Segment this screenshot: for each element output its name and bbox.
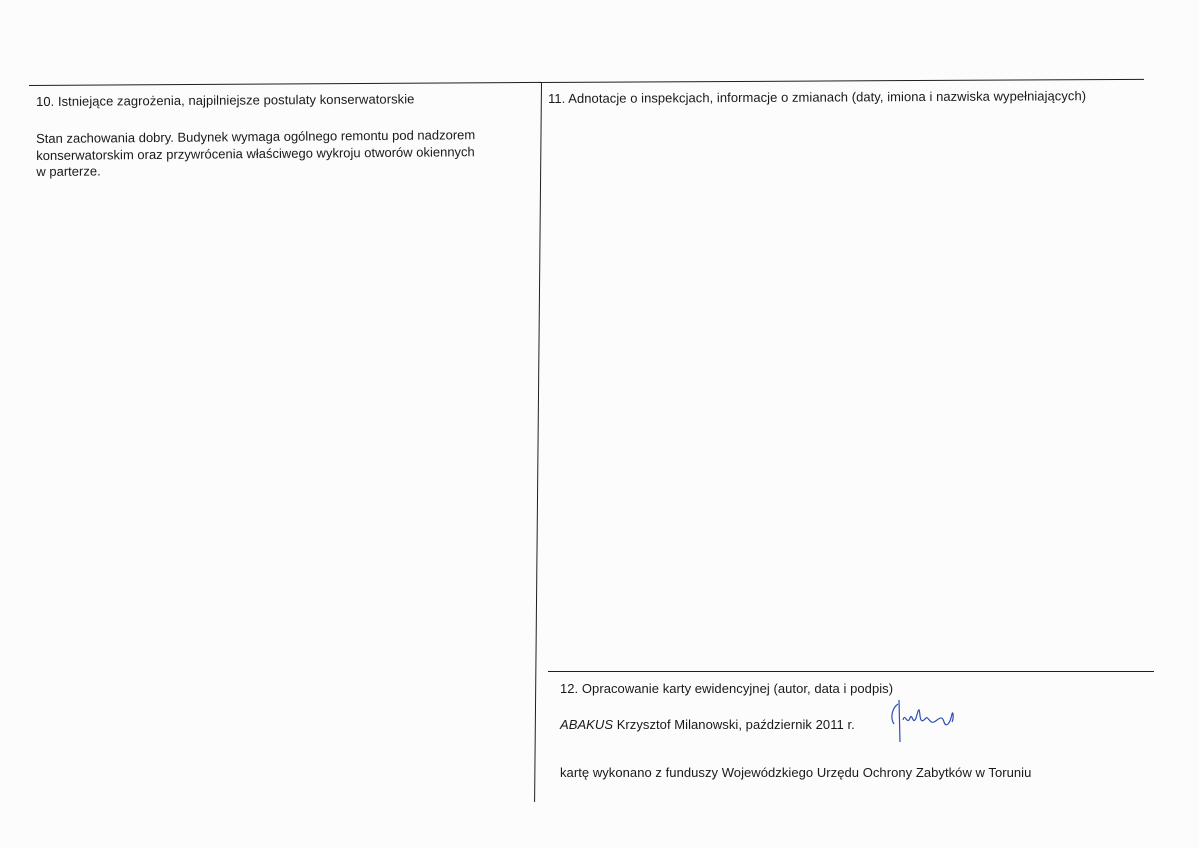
column-divider xyxy=(534,82,542,802)
section10-body-line-1: Stan zachowania dobry. Budynek wymaga ogólnego remontu pod nadzorem xyxy=(36,127,476,146)
section10-body xyxy=(36,127,526,181)
section12-heading: 12. Opracowanie karty ewidencyjnej (autor, data i podpis) xyxy=(560,681,894,696)
top-border-line-right xyxy=(538,79,1144,83)
funding-note: kartę wykonano z funduszy Wojewódzkiego Urzędu Ochrony Zabytków w Toruniu xyxy=(560,765,1032,780)
top-border-line xyxy=(29,82,541,86)
author-details: Krzysztof Milanowski, październik 2011 r. xyxy=(613,717,855,732)
section11-heading: 11. Adnotacje o inspekcjach, informacje o zmianach (daty, imiona i nazwiska wypełniających) xyxy=(548,88,1087,106)
handwritten-signature xyxy=(886,694,966,744)
section10-body-line-2: konserwatorskim oraz przywrócenia właściwego wykroju otworów okiennych xyxy=(36,143,475,163)
section12-border-line xyxy=(548,671,1154,672)
author-company: ABAKUS xyxy=(560,717,614,732)
section10-heading: 10. Istniejące zagrożenia, najpilniejsze postulaty konserwatorskie xyxy=(36,91,415,109)
section12-author xyxy=(560,717,855,733)
section10-body-line-3: w parterze. xyxy=(36,163,101,179)
